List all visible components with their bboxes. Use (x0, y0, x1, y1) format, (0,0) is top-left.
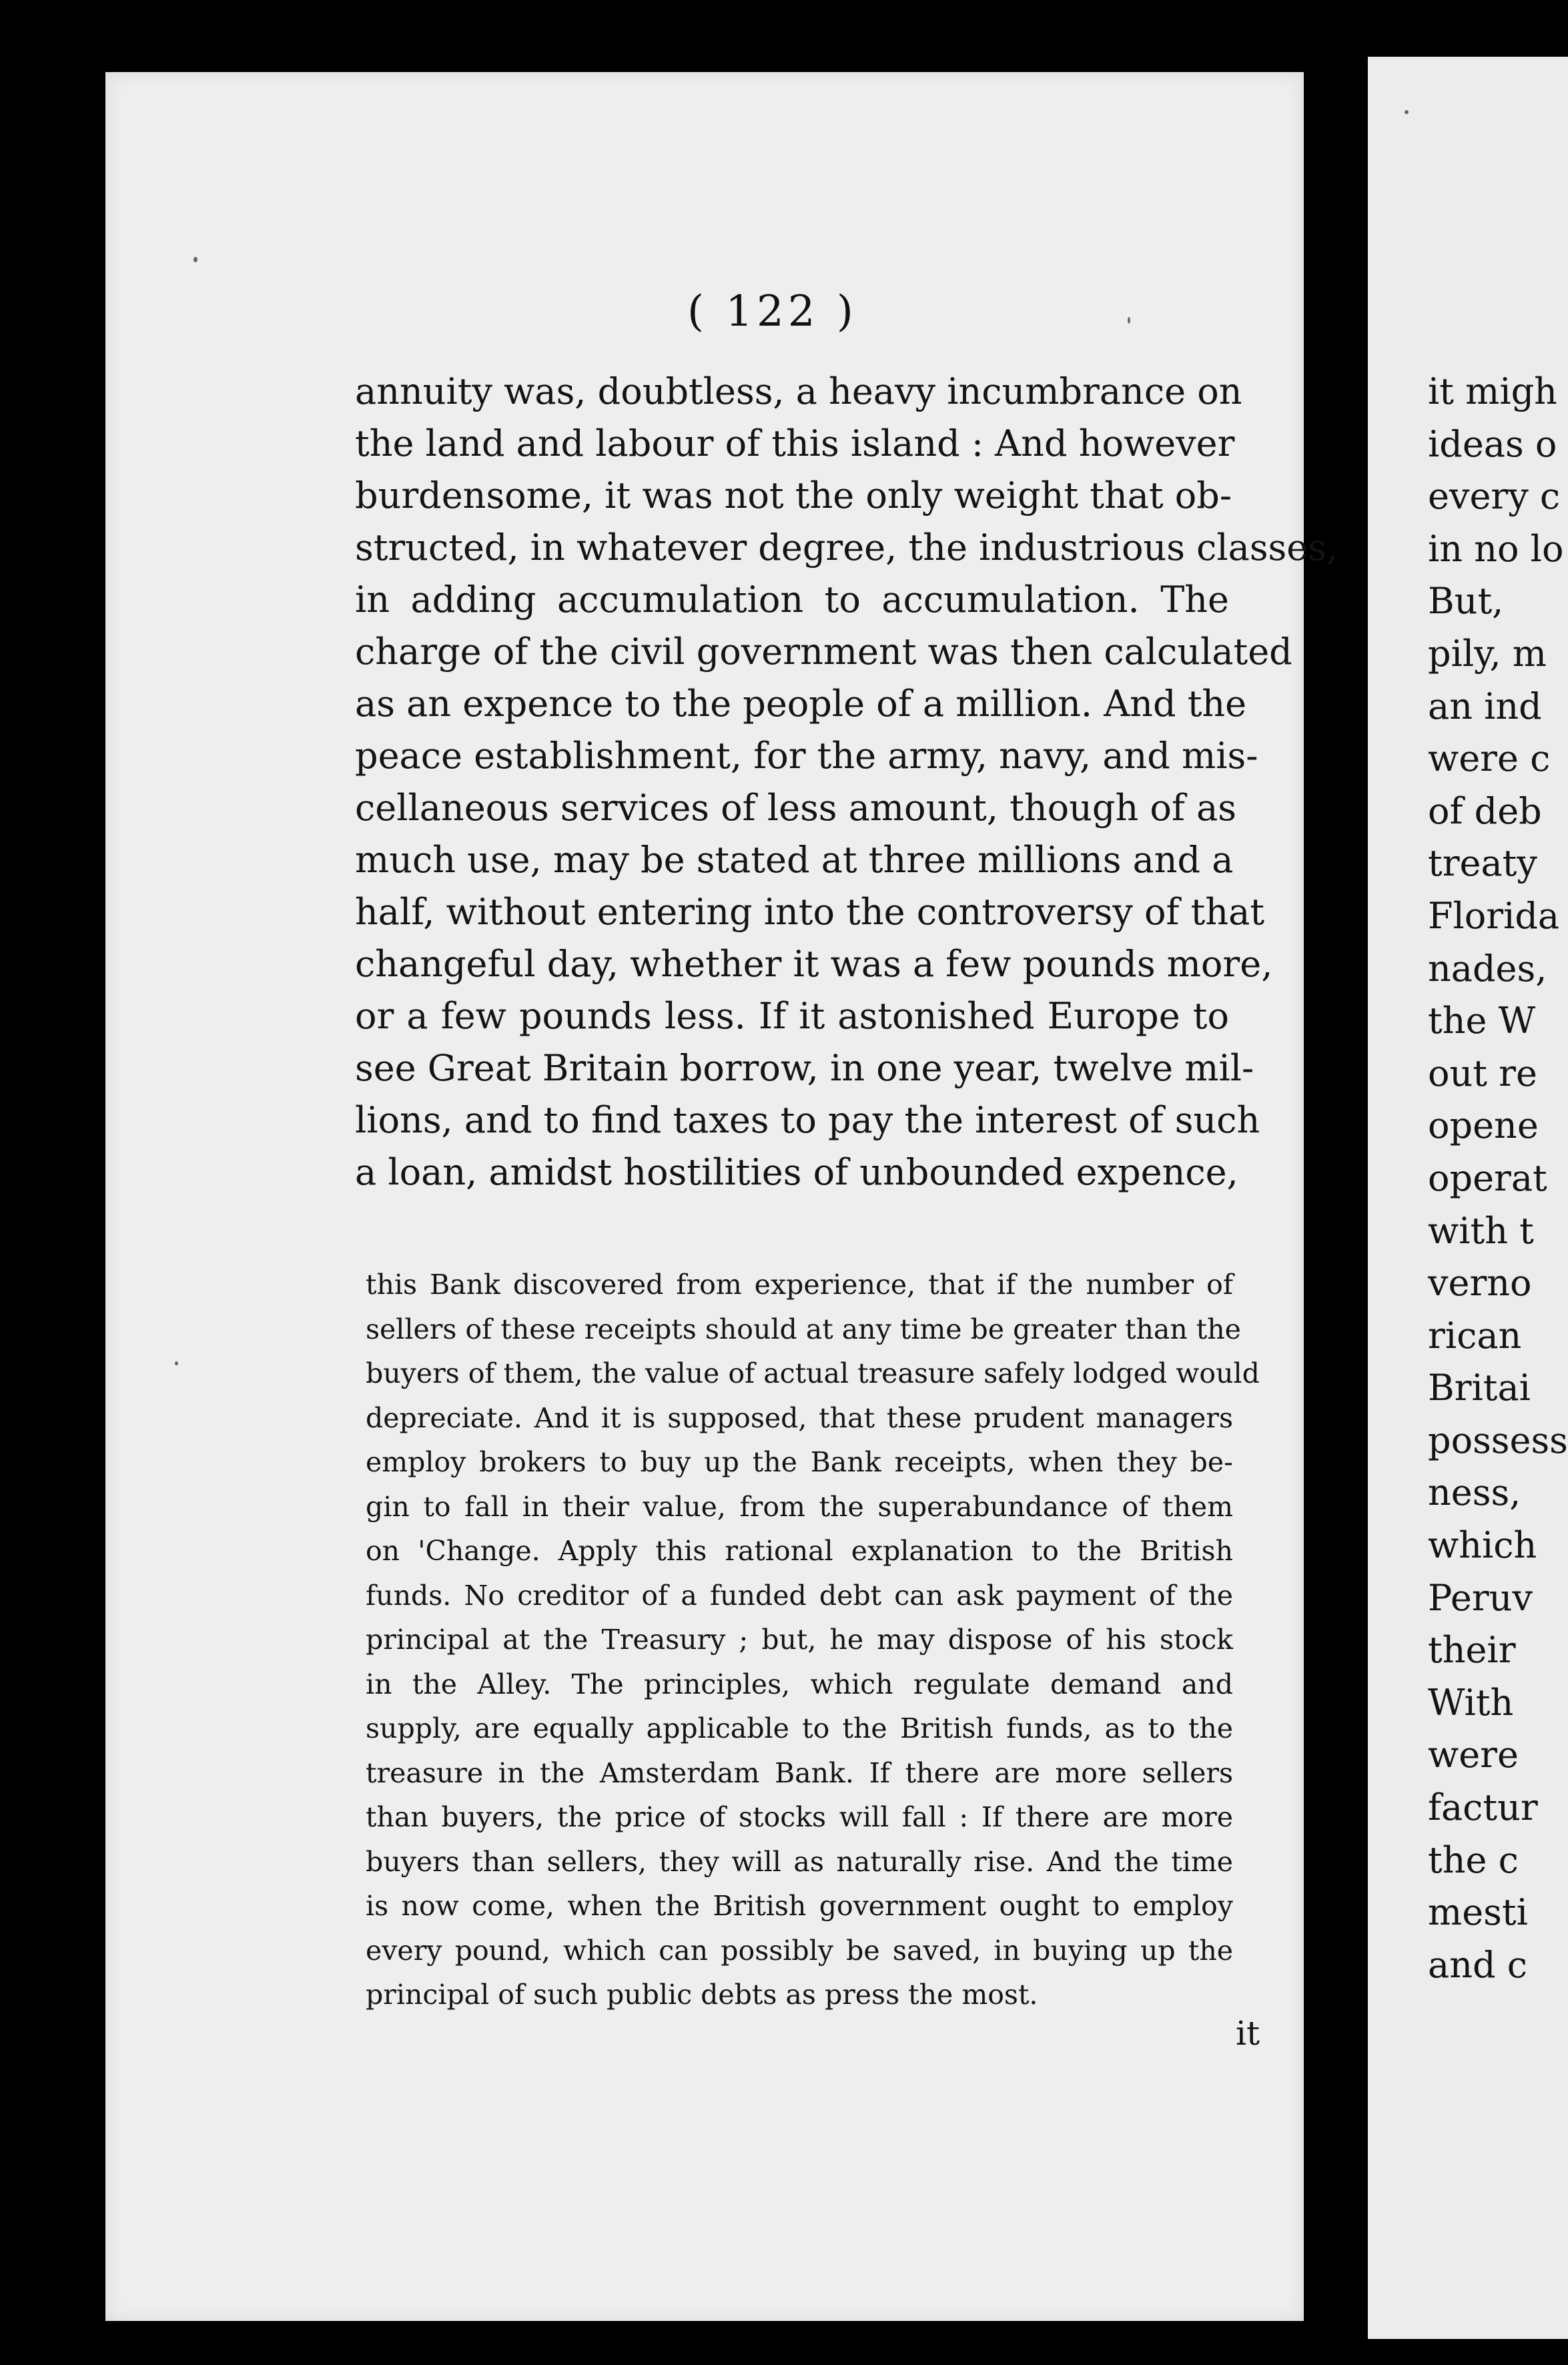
right-page-line: out re (1428, 1052, 1537, 1094)
scan-speck (175, 1361, 178, 1365)
footnote-line: gin to fall in their value, from the superabundance of them (366, 1490, 1233, 1523)
right-page-line: Britai (1428, 1367, 1531, 1409)
footnote-line: every pound, which can possibly be saved, in buying up the (366, 1934, 1233, 1967)
right-page-text (1428, 366, 1568, 1991)
right-page-line: ness, (1428, 1471, 1521, 1514)
footnote-line: sellers of these receipts should at any time be greater than the (366, 1313, 1241, 1345)
body-line: or a few pounds less. If it astonished Europe to (355, 995, 1229, 1037)
right-page-line: every c (1428, 475, 1561, 518)
scan-speck (1128, 317, 1130, 324)
right-page-line: mesti (1428, 1891, 1528, 1934)
body-line: in adding accumulation to accumulation. The (355, 579, 1229, 621)
right-page-line: of deb (1428, 789, 1542, 832)
footnote-line: employ brokers to buy up the Bank receipts, when they be- (366, 1446, 1233, 1478)
catchword: it (1236, 2014, 1260, 2053)
body-line: charge of the civil government was then calculated (355, 631, 1292, 673)
scan-speck (193, 257, 198, 262)
right-page-line: were c (1428, 737, 1551, 780)
body-line: half, without entering into the controversy of that (355, 891, 1265, 933)
right-page-line: in no lo (1428, 527, 1564, 570)
right-page-line: it migh (1428, 370, 1557, 412)
right-page-line: factur (1428, 1786, 1538, 1829)
body-line: peace establishment, for the army, navy, and mis- (355, 735, 1258, 777)
scan-speck (1405, 110, 1409, 114)
right-page-line: the W (1428, 1000, 1536, 1042)
right-page-line: treaty (1428, 842, 1537, 885)
footnote-line: buyers of them, the value of actual treasure safely lodged would (366, 1357, 1260, 1389)
footnote-line: principal of such public debts as press the most. (366, 1979, 1038, 2011)
footnote-line: than buyers, the price of stocks will fall : If there are more (366, 1801, 1233, 1833)
right-page-line: which (1428, 1524, 1537, 1567)
right-page-line: possess (1428, 1419, 1568, 1461)
footnote-line: funds. No creditor of a funded debt can ask payment of the (366, 1579, 1233, 1612)
body-line: annuity was, doubtless, a heavy incumbrance on (355, 370, 1242, 412)
footnote-line: supply, are equally applicable to the British funds, as to the (366, 1712, 1233, 1744)
footnote-line: this Bank discovered from experience, that if the number of (366, 1269, 1233, 1301)
footnote-line: on 'Change. Apply this rational explanation to the British (366, 1535, 1233, 1567)
body-line: cellaneous services of less amount, though of as (355, 787, 1236, 829)
footnote-line: treasure in the Amsterdam Bank. If there are more sellers (366, 1756, 1233, 1789)
right-page-line: with t (1428, 1209, 1534, 1252)
right-page-line: the c (1428, 1838, 1519, 1881)
body-line: see Great Britain borrow, in one year, twelve mil- (355, 1047, 1254, 1089)
body-line: structed, in whatever degree, the industrious classes, (355, 527, 1338, 569)
right-page-line: and c (1428, 1943, 1527, 1986)
footnote-line: depreciate. And it is supposed, that these prudent managers (366, 1401, 1233, 1434)
right-page-line: ideas o (1428, 422, 1557, 465)
right-page-line: their (1428, 1629, 1516, 1672)
page-number: ( 122 ) (687, 287, 857, 336)
body-line: as an expence to the people of a million. And the (355, 683, 1247, 725)
right-page-line: opene (1428, 1104, 1539, 1147)
footnote-text (366, 1263, 1260, 2017)
right-page-line: But, (1428, 580, 1504, 623)
body-line: a loan, amidst hostilities of unbounded expence, (355, 1151, 1238, 1193)
right-page-line: nades, (1428, 947, 1547, 990)
body-line: lions, and to find taxes to pay the interest of such (355, 1099, 1260, 1141)
footnote-line: buyers than sellers, they will as naturally rise. And the time (366, 1845, 1233, 1878)
footnote-line: is now come, when the British government ought to employ (366, 1890, 1233, 1922)
body-line: burdensome, it was not the only weight that ob- (355, 474, 1232, 517)
footnote-line: principal at the Treasury ; but, he may dispose of his stock (366, 1624, 1233, 1656)
footnote-line: in the Alley. The principles, which regulate demand and (366, 1668, 1233, 1700)
right-page-line: were (1428, 1734, 1519, 1776)
body-text (355, 366, 1338, 1199)
right-page-line: verno (1428, 1262, 1532, 1305)
right-page-line: Florida (1428, 894, 1560, 937)
right-page-line: With (1428, 1681, 1514, 1724)
right-page-line: Peruv (1428, 1576, 1533, 1619)
right-page-line: an ind (1428, 685, 1542, 727)
body-line: the land and labour of this island : And however (355, 422, 1235, 464)
right-page-line: operat (1428, 1156, 1547, 1199)
body-line: much use, may be stated at three millions and a (355, 839, 1234, 881)
body-line: changeful day, whether it was a few pounds more, (355, 943, 1273, 985)
right-page-line: pily, m (1428, 632, 1547, 675)
right-page-line: rican (1428, 1314, 1522, 1357)
